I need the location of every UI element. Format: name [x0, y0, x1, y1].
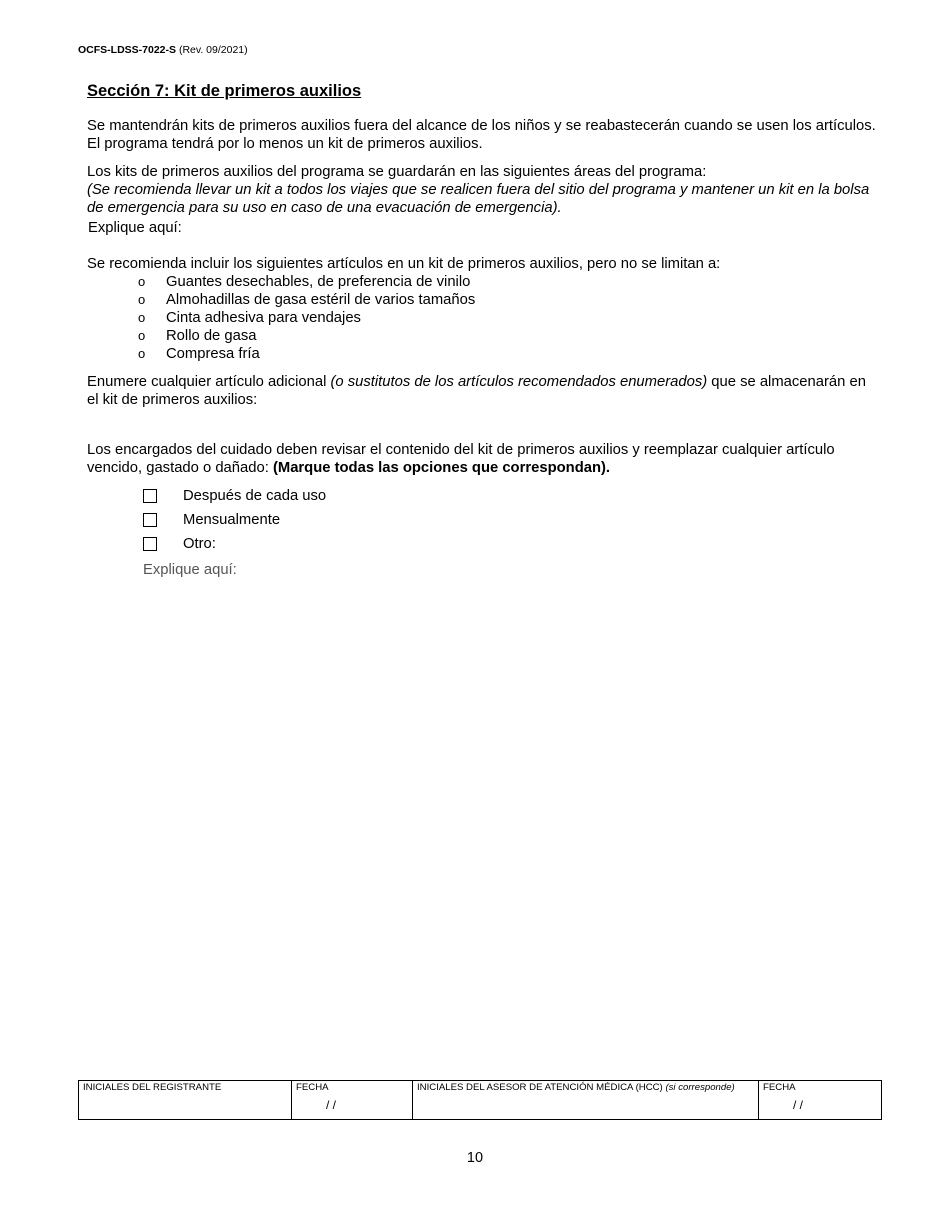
bullet-icon: o	[138, 328, 146, 343]
option-label: Después de cada uso	[183, 488, 327, 504]
bullet-icon: o	[138, 346, 146, 361]
bullet-icon: o	[138, 310, 146, 325]
storage-note: (Se recomienda llevar un kit a todos los viajes que se realicen fuera del sitio del programa y mantener un kit en la bolsa de emergencia para su uso en caso de una evacuación de emergencia).	[87, 182, 870, 216]
registrant-date-field[interactable]: FECHA / /	[292, 1081, 413, 1120]
date-slashes: / /	[793, 1098, 804, 1112]
explain-other-field[interactable]: Explique aquí:	[143, 562, 237, 578]
form-revision: (Rev. 09/2021)	[178, 44, 248, 56]
intro-paragraph: Se mantendrán kits de primeros auxilios fuera del alcance de los niños y se reabastecerán cuando se usen los artículos. El programa tendrá por lo menos un kit de primeros auxilios.	[87, 118, 876, 152]
page-number: 10	[466, 1150, 484, 1166]
option-label: Otro:	[183, 536, 216, 552]
recommended-intro: Se recomienda incluir los siguientes artículos en un kit de primeros auxilios, pero no se limitan a:	[87, 256, 721, 272]
bullet-icon: o	[138, 274, 146, 289]
recommended-list	[87, 273, 877, 363]
explain-label: Explique aquí:	[88, 220, 182, 236]
option-monthly	[143, 508, 877, 532]
form-identifier	[78, 44, 248, 56]
signature-table	[78, 1080, 882, 1120]
option-after-each-use	[143, 484, 877, 508]
bullet-icon: o	[138, 292, 146, 307]
section-title: Sección 7: Kit de primeros auxilios	[87, 82, 362, 100]
other-checkbox[interactable]	[143, 537, 157, 551]
list-item: o Guantes desechables, de preferencia de vinilo	[138, 274, 471, 290]
form-code: OCFS-LDSS-7022-S	[78, 44, 177, 56]
monthly-checkbox[interactable]	[143, 513, 157, 527]
list-item: o Rollo de gasa	[138, 328, 257, 344]
registrant-initials-field[interactable]: INICIALES DEL REGISTRANTE	[79, 1081, 292, 1120]
list-item: o Cinta adhesiva para vendajes	[138, 310, 361, 326]
hcc-initials-field[interactable]: INICIALES DEL ASESOR DE ATENCIÓN MÉDICA (HCC) (si corresponde)	[413, 1081, 759, 1120]
option-label: Mensualmente	[183, 512, 281, 528]
list-item: o Compresa fría	[138, 346, 260, 362]
section-content	[87, 82, 877, 579]
list-item: o Almohadillas de gasa estéril de varios tamaños	[138, 292, 476, 308]
hcc-date-field[interactable]: FECHA / /	[759, 1081, 882, 1120]
review-options	[87, 484, 877, 556]
date-slashes: / /	[326, 1098, 337, 1112]
option-other	[143, 532, 877, 556]
review-paragraph: Los encargados del cuidado deben revisar el contenido del kit de primeros auxilios y reemplazar cualquier artículo vencido, gastado o dañado: (Marque todas las opciones que correspondan).	[87, 442, 835, 476]
additional-items-paragraph: Enumere cualquier artículo adicional (o sustitutos de los artículos recomendados enumerados) que se almacenarán en el kit de primeros auxilios:	[87, 374, 866, 408]
storage-paragraph: Los kits de primeros auxilios del programa se guardarán en las siguientes áreas del programa:	[87, 164, 707, 180]
after-each-use-checkbox[interactable]	[143, 489, 157, 503]
